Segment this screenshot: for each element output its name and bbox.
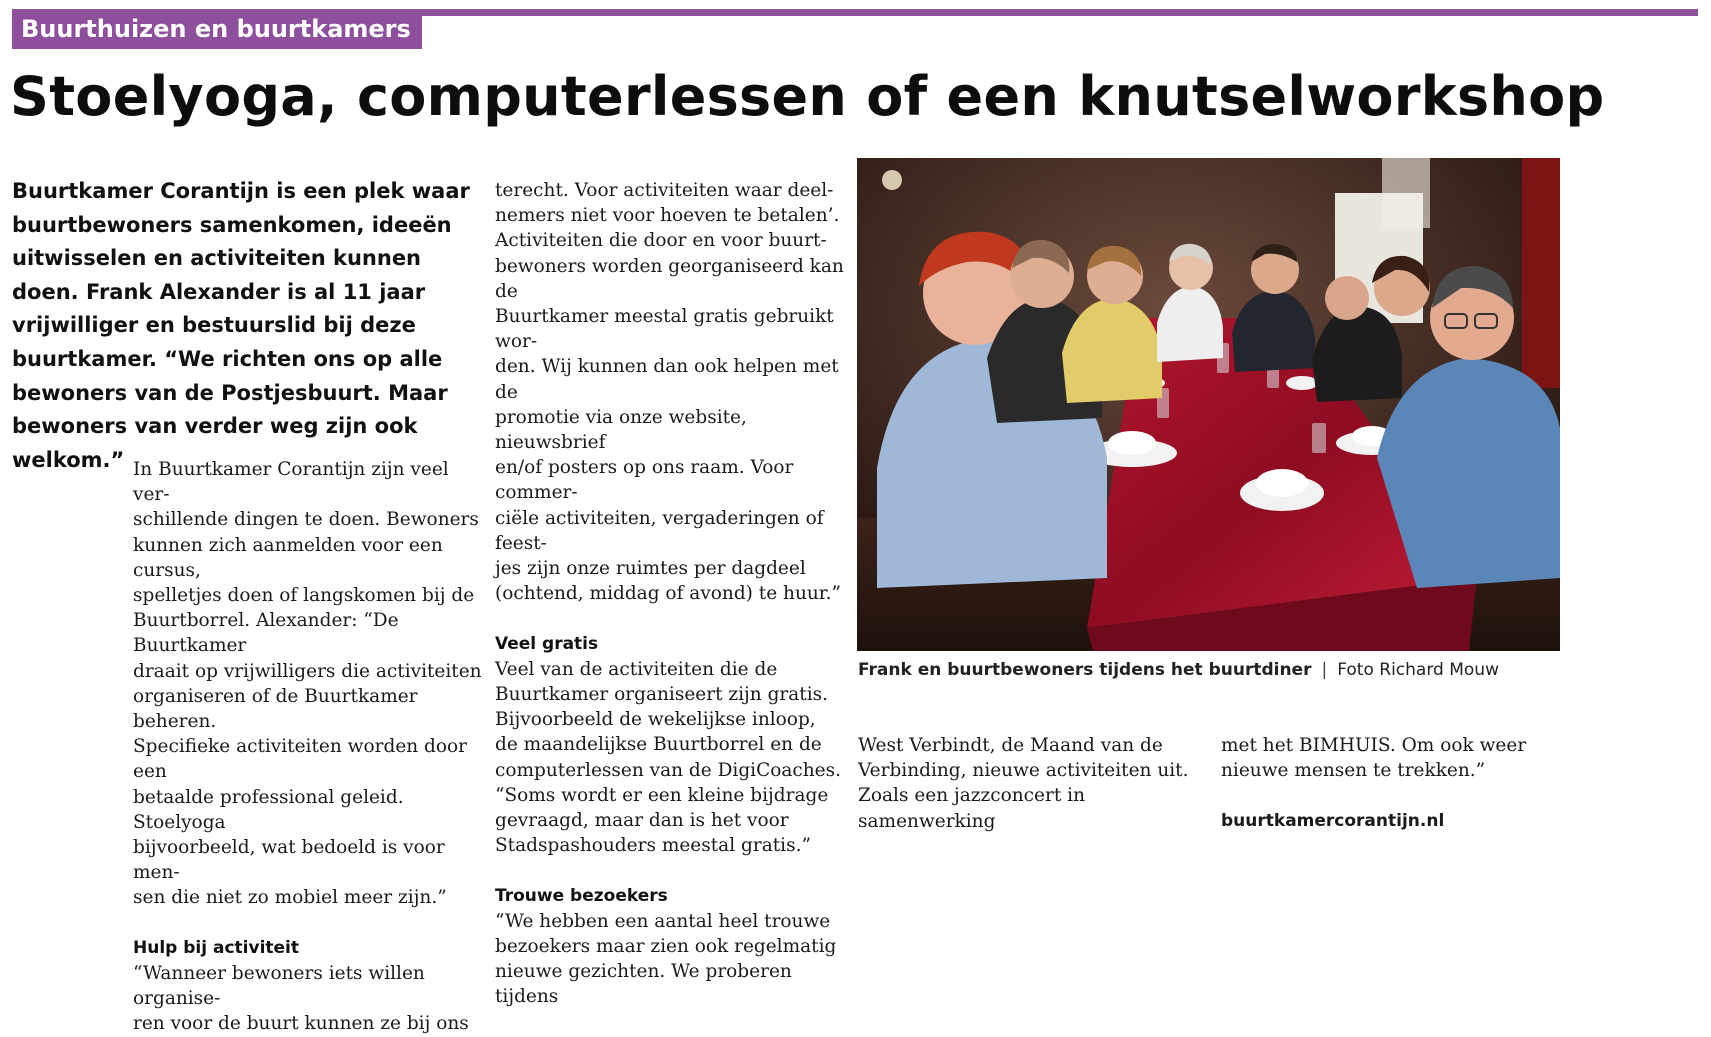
body-paragraph-terecht: terecht. Voor activiteiten waar deel- nemers niet voor hoeven te betalen’. Activiteiten die door en voor buurt- bewoners worden georganiseerd kan de Buurtkamer meestal gratis gebruikt wor- den. Wij kunnen dan ook helpen met de promotie via onze website, nieuwsbrief en/of posters op ons raam. Voor commer- ciële activiteiten, vergaderingen of feest- jes zijn onze ruimtes per dagdeel (ochtend, middag of avond) te huur.”	[495, 180, 844, 605]
column-4	[1221, 733, 1571, 834]
photo-credit: Foto Richard Mouw	[1337, 660, 1499, 680]
window-light	[1382, 158, 1430, 228]
section-tag: Buurthuizen en buurtkamers	[12, 9, 422, 49]
body-paragraph-westverbindt: West Verbindt, de Maand van de Verbinding, nieuwe activiteiten uit. Zoals een jazzconcert in samenwerking	[858, 735, 1189, 832]
headline: Stoelyoga, computerlessen of een knutselworkshop	[10, 65, 1605, 128]
photo-caption	[858, 658, 1499, 683]
dinner-photo-illustration	[857, 158, 1560, 651]
subheading-gratis: Veel gratis	[495, 633, 599, 654]
column-1	[133, 457, 483, 1037]
red-curtain	[1522, 158, 1560, 388]
caption-separator: |	[1321, 660, 1328, 680]
column-3	[858, 733, 1208, 834]
body-paragraph-intro: In Buurtkamer Corantijn zijn veel ver- schillende dingen te doen. Bewoners kunnen zich aanmelden voor een cursus, spelletjes doen of langskomen bij de Buurtborrel. Alexander: “De Buurtkamer draait op vrijwilligers die activiteiten organiseren of de Buurtkamer beheren. Specifieke activiteiten worden door een betaalde professional geleid. Stoelyoga bijvoorbeeld, wat bedoeld is voor men- sen die niet zo mobiel meer zijn.”	[133, 459, 482, 909]
article-photo	[857, 158, 1560, 651]
lead-paragraph: Buurtkamer Corantijn is een plek waar buurtbewoners samenkomen, ideeën uitwisselen en activiteiten kunnen doen. Frank Alexander is al 11 jaar vrijwilliger en bestuurslid bij deze buurtkamer. “We richten ons op alle bewoners van de Postjesbuurt. Maar bewoners van verder weg zijn ook welkom.”	[12, 179, 470, 472]
body-paragraph-trouwe: “We hebben een aantal heel trouwe bezoekers maar zien ook regelmatig nieuwe gezichten. We proberen tijdens	[495, 910, 837, 1008]
subheading-hulp: Hulp bij activiteit	[133, 937, 300, 958]
body-paragraph-gratis: Veel van de activiteiten die de Buurtkamer organiseert zijn gratis. Bijvoorbeeld de wekelijkse inloop, de maandelijkse Buurtborrel en de computerlessen van de DigiCoaches. “Soms wordt er een kleine bijdrage gevraagd, maar dan is het voor Stadspashouders meestal gratis.”	[495, 658, 841, 857]
ceiling-lamp	[882, 170, 902, 190]
body-paragraph-hulp: “Wanneer bewoners iets willen organise- ren voor de buurt kunnen ze bij ons	[133, 963, 469, 1035]
body-paragraph-bimhuis: met het BIMHUIS. Om ook weer nieuwe mensen te trekken.”	[1221, 735, 1527, 782]
column-2	[495, 178, 845, 1010]
caption-text: Frank en buurtbewoners tijdens het buurtdiner	[858, 660, 1312, 680]
subheading-trouwe: Trouwe bezoekers	[495, 885, 668, 906]
website-link[interactable]: buurtkamercorantijn.nl	[1221, 810, 1445, 831]
